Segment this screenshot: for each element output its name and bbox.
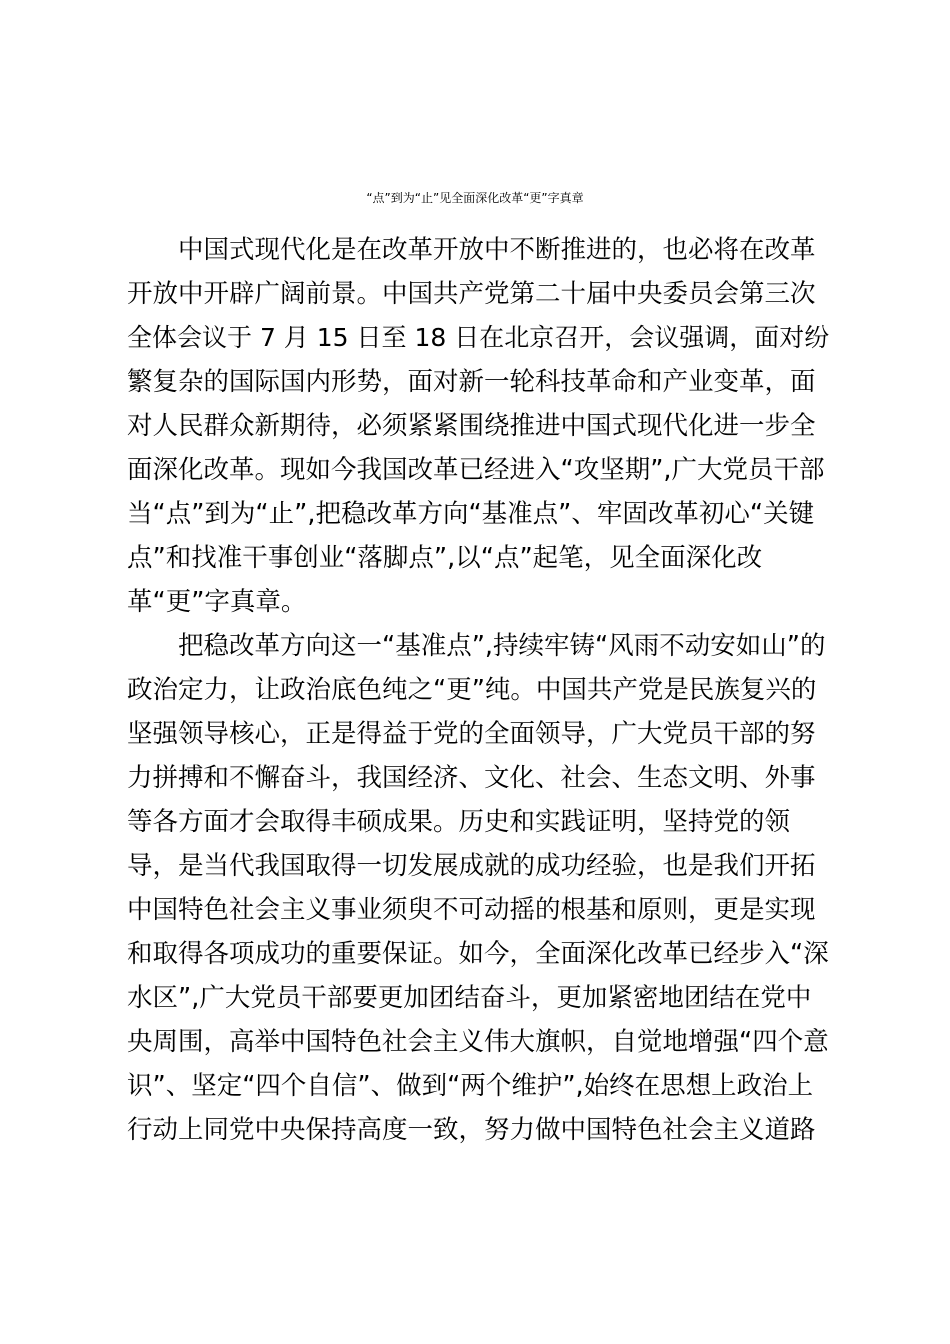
paragraph-2-line-4: 力拼搏和不懈奋斗，我国经济、文化、社会、生态文明、外事 (127, 763, 816, 793)
paragraph-2-line-6: 导，是当代我国取得一切发展成就的成功经验，也是我们开拓 (127, 851, 816, 881)
paragraph-1-line-3: 全体会议于 7 月 15 日至 18 日在北京召开，会议强调，面对纷 (127, 323, 830, 352)
paragraph-2-line-2: 政治定力，让政治底色纯之“更”纯。中国共产党是民族复兴的 (127, 675, 817, 705)
paragraph-1-line-4: 繁复杂的国际国内形势，面对新一轮科技革命和产业变革，面 (127, 367, 816, 397)
paragraph-1-line-9: 革“更”字真章。 (127, 587, 307, 617)
paragraph-2-line-10: 央周围，高举中国特色社会主义伟大旗帜，自觉地增强“四个意 (127, 1027, 829, 1057)
paragraph-2-line-9: 水区”,广大党员干部要更加团结奋斗，更加紧密地团结在党中 (127, 983, 812, 1013)
paragraph-2-line-1: 把稳改革方向这一“基准点”,持续牢铸“风雨不动安如山”的 (178, 631, 826, 661)
document-title: “点”到为“止”见全面深化改革“更”字真章 (366, 191, 584, 205)
paragraph-1-line-1: 中国式现代化是在改革开放中不断推进的，也必将在改革 (178, 235, 816, 265)
paragraph-1-line-5: 对人民群众新期待，必须紧紧围绕推进中国式现代化进一步全 (127, 411, 816, 441)
paragraph-2-line-3: 坚强领导核心，正是得益于党的全面领导，广大党员干部的努 (127, 719, 816, 749)
paragraph-1-line-6: 面深化改革。现如今我国改革已经进入“攻坚期”,广大党员干部 (127, 455, 825, 485)
paragraph-2-line-11: 识”、坚定“四个自信”、做到“两个维护”,始终在思想上政治上 (127, 1071, 814, 1101)
paragraph-2-line-7: 中国特色社会主义事业须臾不可动摇的根基和原则，更是实现 (127, 895, 816, 925)
paragraph-1-line-7: 当“点”到为“止”,把稳改革方向“基准点”、牢固改革初心“关键 (127, 499, 815, 529)
paragraph-1-line-2: 开放中开辟广阔前景。中国共产党第二十届中央委员会第三次 (127, 279, 816, 309)
paragraph-2-line-5: 等各方面才会取得丰硕成果。历史和实践证明，坚持党的领 (127, 807, 791, 837)
paragraph-1-line-8: 点”和找准干事创业“落脚点”,以“点”起笔，见全面深化改 (127, 543, 763, 573)
paragraph-2-line-12: 行动上同党中央保持高度一致，努力做中国特色社会主义道路 (127, 1115, 816, 1145)
paragraph-2-line-8: 和取得各项成功的重要保证。如今，全面深化改革已经步入“深 (127, 939, 829, 969)
